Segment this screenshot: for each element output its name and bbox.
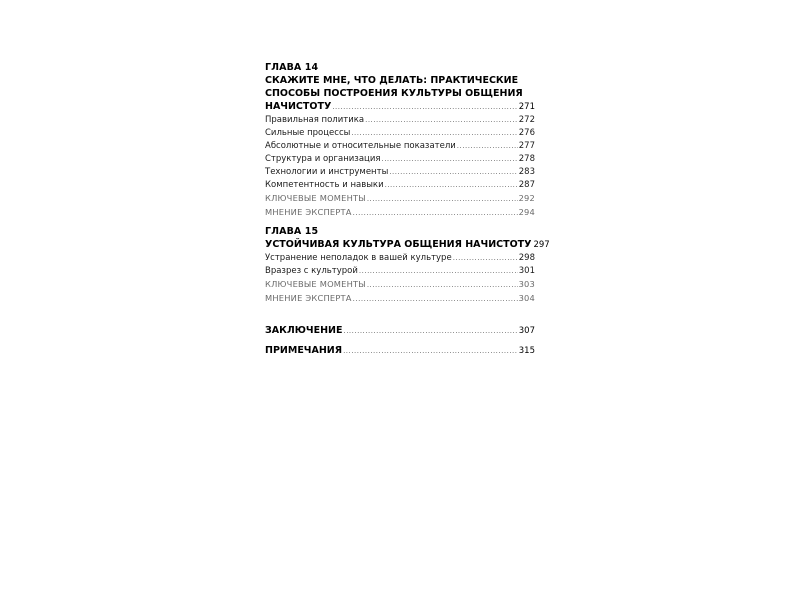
- page-number: 301: [518, 266, 535, 276]
- dot-leader: [343, 345, 518, 358]
- page-number: 298: [518, 253, 535, 263]
- chapter-15-label: ГЛАВА 15: [265, 226, 319, 237]
- entry-title: Технологии и инструменты: [265, 167, 389, 177]
- entry-title: Компетентность и навыки: [265, 180, 384, 190]
- entry-title: Устранение неполадок в вашей культуре: [265, 253, 452, 263]
- dot-leader: [457, 140, 518, 153]
- entry-title: КЛЮЧЕВЫЕ МОМЕНТЫ: [265, 193, 366, 203]
- page-number: 307: [518, 326, 535, 336]
- dot-leader: [332, 101, 518, 114]
- toc-entry[interactable]: [265, 166, 535, 179]
- toc-entry-notes[interactable]: [265, 344, 535, 358]
- entry-title: Правильная политика: [265, 115, 365, 125]
- chapter-14-title-line-2: СПОСОБЫ ПОСТРОЕНИЯ КУЛЬТУРЫ ОБЩЕНИЯ: [265, 88, 523, 99]
- page-number: 315: [518, 346, 535, 356]
- page-number: 271: [518, 102, 535, 112]
- page-number: 276: [518, 128, 535, 138]
- dot-leader: [353, 206, 518, 220]
- toc-entry[interactable]: [265, 140, 535, 153]
- chapter-14-title-line-3: НАЧИСТОТУ: [265, 101, 332, 112]
- page-number: 292: [518, 193, 535, 203]
- chapter-14-title-entry[interactable]: [265, 100, 535, 114]
- dot-leader: [353, 292, 518, 306]
- toc-entry[interactable]: [265, 179, 535, 192]
- dot-leader: [385, 179, 518, 192]
- entry-title: ЗАКЛЮЧЕНИЕ: [265, 325, 343, 336]
- page-number: 304: [518, 293, 535, 303]
- toc-entry[interactable]: [265, 265, 535, 278]
- entry-title: Структура и организация: [265, 154, 381, 164]
- page-number: 278: [518, 154, 535, 164]
- table-of-contents: [265, 62, 550, 358]
- dot-leader: [453, 252, 518, 265]
- toc-entry-expert-opinion[interactable]: [265, 206, 535, 220]
- toc-entry-expert-opinion[interactable]: [265, 292, 535, 306]
- toc-entry[interactable]: [265, 114, 535, 127]
- page-number: 287: [518, 180, 535, 190]
- chapter-15-title: УСТОЙЧИВАЯ КУЛЬТУРА ОБЩЕНИЯ НАЧИСТОТУ: [265, 239, 532, 250]
- dot-leader: [367, 278, 518, 292]
- entry-title: КЛЮЧЕВЫЕ МОМЕНТЫ: [265, 279, 366, 289]
- entry-title: Абсолютные и относительные показатели: [265, 141, 456, 151]
- page-number: 283: [518, 167, 535, 177]
- entry-title: МНЕНИЕ ЭКСПЕРТА: [265, 293, 352, 303]
- page-number: 297: [533, 240, 550, 250]
- dot-leader: [381, 153, 517, 166]
- entry-title: Вразрез с культурой: [265, 266, 358, 276]
- page-number: 294: [518, 207, 535, 217]
- page-number: 277: [518, 141, 535, 151]
- dot-leader: [343, 325, 517, 338]
- dot-leader: [351, 127, 517, 140]
- dot-leader: [365, 114, 518, 127]
- toc-entry-key-points[interactable]: [265, 192, 535, 206]
- dot-leader: [389, 166, 517, 179]
- chapter-15-title-entry[interactable]: [265, 238, 550, 252]
- page-number: 303: [518, 279, 535, 289]
- toc-entry[interactable]: [265, 153, 535, 166]
- entry-title: Сильные процессы: [265, 128, 351, 138]
- entry-title: ПРИМЕЧАНИЯ: [265, 345, 343, 356]
- toc-entry[interactable]: [265, 252, 535, 265]
- toc-entry-key-points[interactable]: [265, 278, 535, 292]
- entry-title: МНЕНИЕ ЭКСПЕРТА: [265, 207, 352, 217]
- chapter-14-label: ГЛАВА 14: [265, 62, 319, 73]
- toc-entry-conclusion[interactable]: [265, 324, 535, 338]
- dot-leader: [359, 265, 518, 278]
- dot-leader: [367, 192, 518, 206]
- chapter-14-title-line-1: СКАЖИТЕ МНЕ, ЧТО ДЕЛАТЬ: ПРАКТИЧЕСКИЕ: [265, 75, 519, 86]
- page-number: 272: [518, 115, 535, 125]
- toc-entry[interactable]: [265, 127, 535, 140]
- spacer: [265, 306, 535, 324]
